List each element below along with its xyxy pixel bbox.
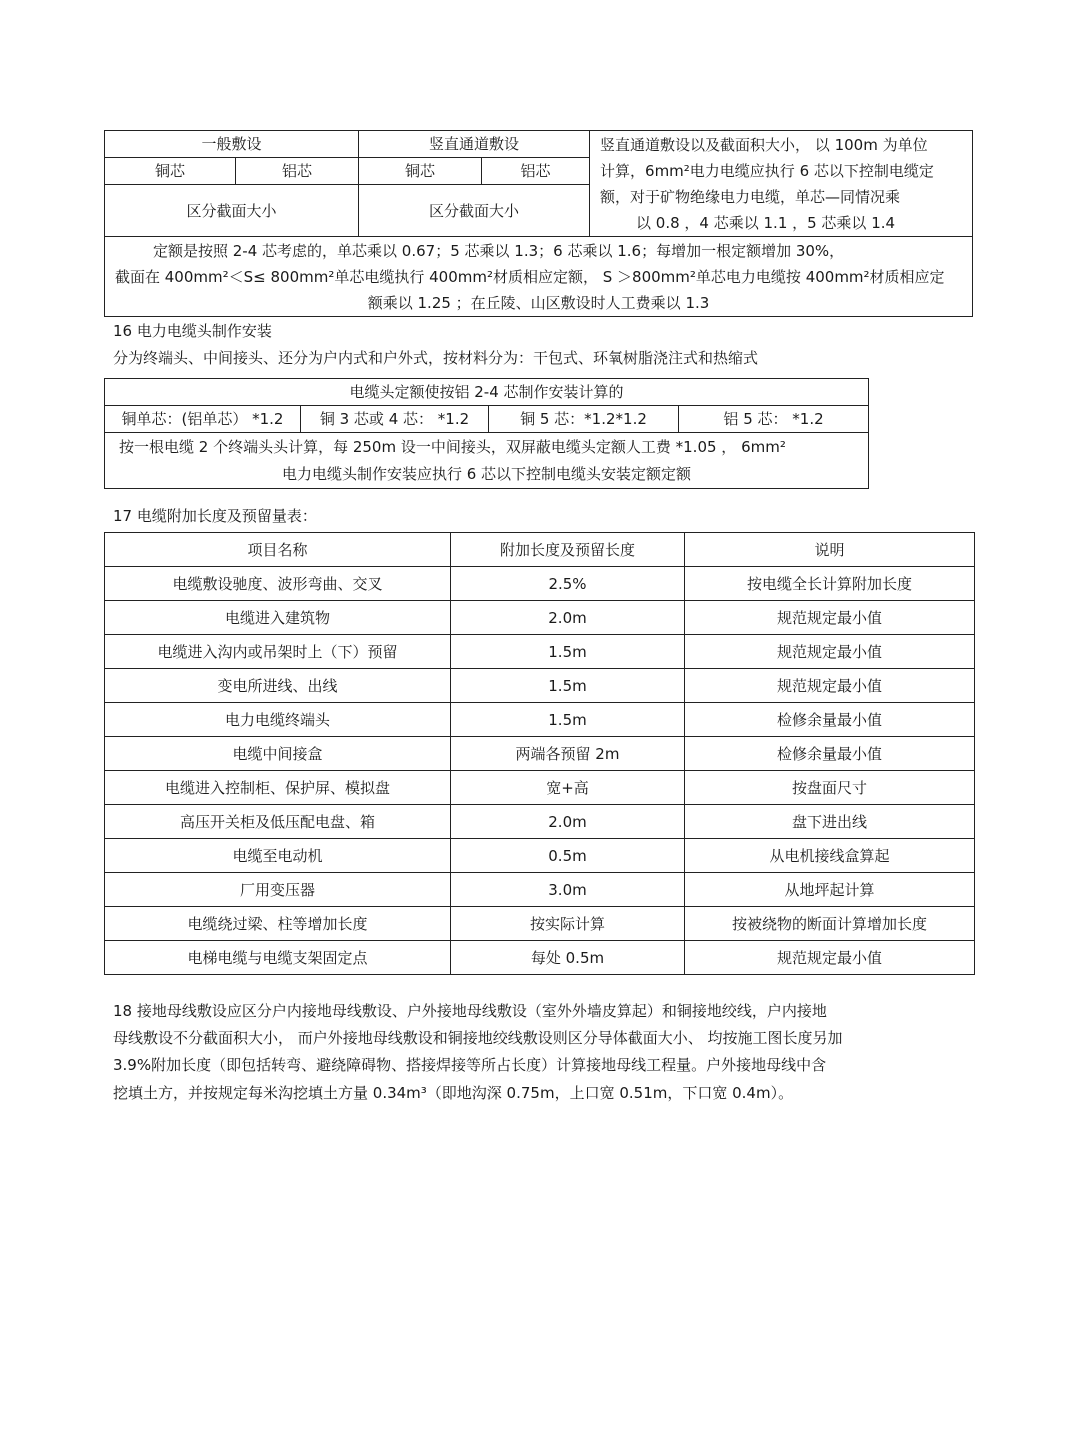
copper-core-cell: 铜芯 — [105, 158, 236, 185]
table-row — [105, 839, 975, 873]
note-line: 竖直通道敷设以及截面积大小， 以 100m 为单位 — [600, 135, 928, 154]
copper-core-cell: 铜芯 — [359, 158, 482, 185]
note-line: 计算，6mm²电力电缆应执行 6 芯以下控制电缆定 — [600, 161, 934, 180]
quota-note-line: 额乘以 1.25 ；在丘陵、山区敷设时人工费乘以 1.3 — [367, 293, 710, 312]
additional-length-cell: 按实际计算 — [451, 907, 685, 941]
vertical-laying-note — [590, 131, 973, 237]
item-name-cell: 电缆进入控制柜、保护屏、模拟盘 — [105, 771, 451, 805]
description-cell: 检修余量最小值 — [685, 703, 975, 737]
table-row — [105, 873, 975, 907]
section-18-line: 挖填土方，并按规定每米沟挖填土方量 0.34m³（即地沟深 0.75m，上口宽 0.51m，下口宽 0.4m）。 — [113, 1084, 794, 1102]
item-name-cell: 电缆进入沟内或吊架时上（下）预留 — [105, 635, 451, 669]
table-row — [105, 771, 975, 805]
cable-head-table — [104, 378, 869, 489]
item-name-cell: 变电所进线、出线 — [105, 669, 451, 703]
header-description: 说明 — [685, 533, 975, 567]
aluminum-core-cell: 铝芯 — [236, 158, 359, 185]
description-cell: 盘下进出线 — [685, 805, 975, 839]
additional-length-cell: 1.5m — [451, 669, 685, 703]
additional-length-cell: 2.0m — [451, 601, 685, 635]
additional-length-cell: 两端各预留 2m — [451, 737, 685, 771]
cable-head-factor: 铜单芯：(铝单芯） *1.2 — [105, 406, 301, 433]
additional-length-cell: 每处 0.5m — [451, 941, 685, 975]
additional-length-table — [104, 532, 975, 975]
aluminum-core-cell: 铝芯 — [482, 158, 590, 185]
additional-length-cell: 2.5% — [451, 567, 685, 601]
header-additional-length: 附加长度及预留长度 — [451, 533, 685, 567]
header-general-laying: 一般敷设 — [105, 131, 359, 158]
description-cell: 规范规定最小值 — [685, 635, 975, 669]
description-cell: 按被绕物的断面计算增加长度 — [685, 907, 975, 941]
item-name-cell: 高压开关柜及低压配电盘、箱 — [105, 805, 451, 839]
item-name-cell: 电缆至电动机 — [105, 839, 451, 873]
additional-length-cell: 0.5m — [451, 839, 685, 873]
item-name-cell: 电力电缆终端头 — [105, 703, 451, 737]
section-18-line: 母线敷设不分截面积大小， 而户外接地母线敷设和铜接地绞线敷设则区分导体截面大小、 均按施工图长度另加 — [113, 1029, 843, 1047]
table-row — [105, 805, 975, 839]
item-name-cell: 电缆绕过梁、柱等增加长度 — [105, 907, 451, 941]
additional-length-cell: 宽+高 — [451, 771, 685, 805]
description-cell: 规范规定最小值 — [685, 601, 975, 635]
note-line: 额，对于矿物绝缘电力电缆，单芯—同情况乘 — [600, 187, 901, 206]
table-row — [105, 635, 975, 669]
description-cell: 按盘面尺寸 — [685, 771, 975, 805]
cable-head-factor: 铝 5 芯： *1.2 — [679, 406, 869, 433]
table-row — [105, 907, 975, 941]
table-row — [105, 941, 975, 975]
section-size-cell: 区分截面大小 — [359, 185, 590, 237]
cable-head-note-line: 电力电缆头制作安装应执行 6 芯以下控制电缆头安装定额定额 — [281, 464, 692, 483]
section-16-title: 16 电力电缆头制作安装 — [113, 322, 272, 340]
additional-length-cell: 1.5m — [451, 703, 685, 737]
table-row — [105, 669, 975, 703]
description-cell: 从地坪起计算 — [685, 873, 975, 907]
table-row — [105, 567, 975, 601]
quota-note — [105, 237, 973, 317]
section-17-title: 17 电缆附加长度及预留量表： — [113, 507, 317, 525]
header-item-name: 项目名称 — [105, 533, 451, 567]
section-18-line: 18 接地母线敷设应区分户内接地母线敷设、户外接地母线敷设（室外外墙皮算起）和铜接地绞线，户内接地 — [113, 1002, 827, 1020]
description-cell: 从电机接线盒算起 — [685, 839, 975, 873]
section-18-line: 3.9%附加长度（即包括转弯、避绕障碍物、搭接焊接等所占长度）计算接地母线工程量。户外接地母线中含 — [113, 1056, 827, 1074]
quota-note-line: 截面在 400mm²＜S≤ 800mm²单芯电缆执行 400mm²材质相应定额， S ＞800mm²单芯电力电缆按 400mm²材质相应定 — [115, 267, 945, 286]
item-name-cell: 电缆中间接盒 — [105, 737, 451, 771]
additional-length-cell: 2.0m — [451, 805, 685, 839]
header-vertical-laying: 竖直通道敷设 — [359, 131, 590, 158]
quota-note-line: 定额是按照 2-4 芯考虑的，单芯乘以 0.67；5 芯乘以 1.3；6 芯乘以 1.6；每增加一根定额增加 30%， — [153, 241, 845, 260]
cable-laying-table — [104, 130, 973, 317]
note-line: 以 0.8 ，4 芯乘以 1.1 ，5 芯乘以 1.4 — [636, 213, 896, 232]
table-row — [105, 737, 975, 771]
additional-length-cell: 1.5m — [451, 635, 685, 669]
item-name-cell: 电梯电缆与电缆支架固定点 — [105, 941, 451, 975]
table-row — [105, 601, 975, 635]
cable-head-header: 电缆头定额使按铝 2-4 芯制作安装计算的 — [105, 379, 869, 406]
description-cell: 检修余量最小值 — [685, 737, 975, 771]
cable-head-factor: 铜 5 芯：*1.2*1.2 — [489, 406, 679, 433]
table-row — [105, 703, 975, 737]
item-name-cell: 电缆敷设驰度、波形弯曲、交叉 — [105, 567, 451, 601]
description-cell: 按电缆全长计算附加长度 — [685, 567, 975, 601]
additional-length-cell: 3.0m — [451, 873, 685, 907]
item-name-cell: 厂用变压器 — [105, 873, 451, 907]
section-size-cell: 区分截面大小 — [105, 185, 359, 237]
cable-head-note — [105, 433, 869, 489]
cable-head-factor: 铜 3 芯或 4 芯： *1.2 — [301, 406, 489, 433]
description-cell: 规范规定最小值 — [685, 669, 975, 703]
section-16-desc: 分为终端头、中间接头、还分为户内式和户外式，按材料分为：干包式、环氧树脂浇注式和热缩式 — [113, 349, 759, 367]
description-cell: 规范规定最小值 — [685, 941, 975, 975]
cable-head-note-line: 按一根电缆 2 个终端头头计算，每 250m 设一中间接头，双屏蔽电缆头定额人工费 *1.05 ， 6mm² — [119, 437, 786, 456]
item-name-cell: 电缆进入建筑物 — [105, 601, 451, 635]
